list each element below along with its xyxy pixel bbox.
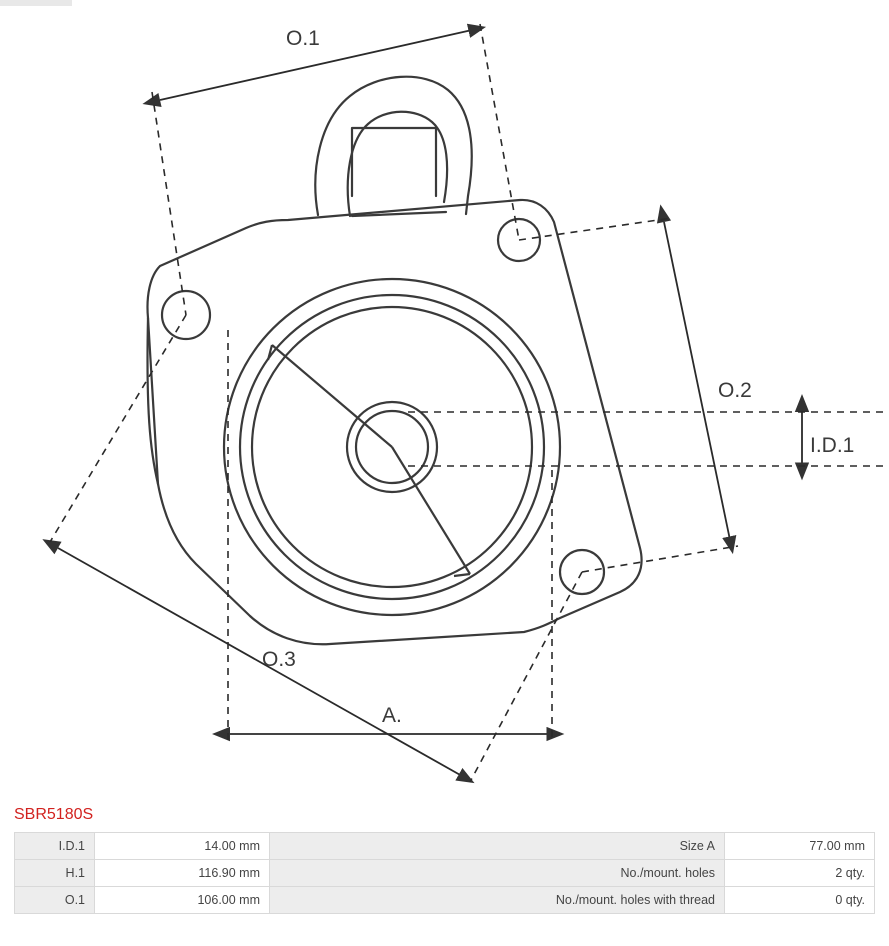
dimension-label-o3: O.3 bbox=[262, 648, 296, 671]
spec-value-mount-holes-thread: 0 qty. bbox=[725, 887, 875, 914]
spec-label-id1: I.D.1 bbox=[15, 833, 95, 860]
specification-table bbox=[14, 832, 875, 914]
dimension-label-o2: O.2 bbox=[718, 379, 752, 402]
table-row bbox=[15, 860, 875, 887]
spec-label-o1: O.1 bbox=[15, 887, 95, 914]
spec-value-o1: 106.00 mm bbox=[95, 887, 270, 914]
part-code: SBR5180S bbox=[14, 806, 94, 823]
spec-value-mount-holes: 2 qty. bbox=[725, 860, 875, 887]
dimension-o1 bbox=[152, 24, 519, 315]
dimension-label-id1: I.D.1 bbox=[810, 434, 855, 457]
spec-value-id1: 14.00 mm bbox=[95, 833, 270, 860]
dimension-a bbox=[228, 330, 552, 742]
spec-label-mount-holes: No./mount. holes bbox=[270, 860, 725, 887]
brush-slot-lines bbox=[268, 345, 470, 576]
table-row bbox=[15, 887, 875, 914]
dimension-o3 bbox=[50, 315, 582, 782]
spec-value-h1: 116.90 mm bbox=[95, 860, 270, 887]
table-row bbox=[15, 833, 875, 860]
spec-label-mount-holes-thread: No./mount. holes with thread bbox=[270, 887, 725, 914]
dimension-label-a: A. bbox=[382, 704, 402, 727]
spec-label-h1: H.1 bbox=[15, 860, 95, 887]
cover-body-outline bbox=[147, 77, 641, 645]
spec-value-size-a: 77.00 mm bbox=[725, 833, 875, 860]
dimension-label-o1: O.1 bbox=[286, 27, 320, 50]
specification-section bbox=[0, 806, 889, 914]
spec-label-size-a: Size A bbox=[270, 833, 725, 860]
